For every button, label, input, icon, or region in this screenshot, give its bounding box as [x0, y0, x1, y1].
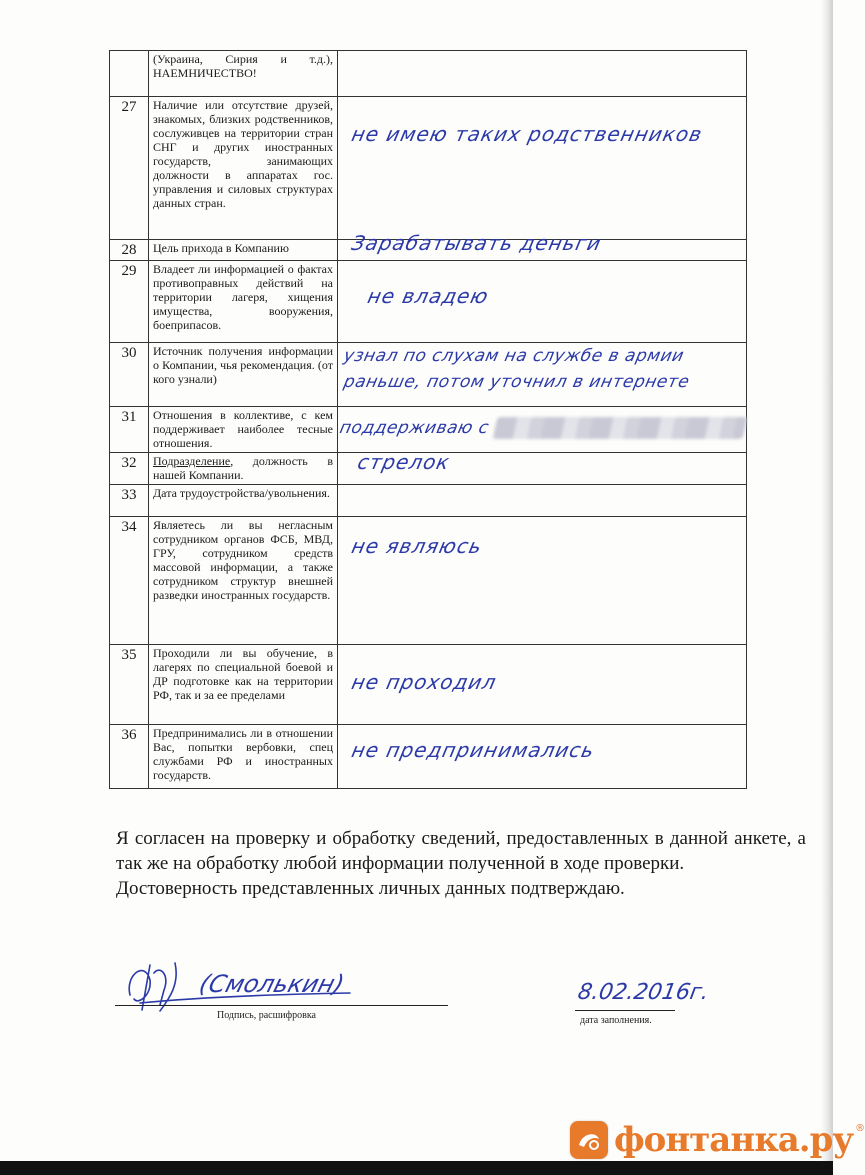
row-answer — [338, 51, 747, 97]
handwritten-answer-line-2: раньше, потом уточнил в интернете — [341, 372, 692, 392]
signature-line — [115, 1005, 448, 1006]
table-row — [110, 97, 747, 240]
handwritten-answer: не проходил — [349, 670, 499, 694]
consent-statement — [116, 826, 806, 901]
row-answer — [338, 97, 747, 240]
consent-paragraph: Я согласен на проверку и обработку сведений, предоставленных в данной анкете, а так же на обработку любой информации полученной в ходе проверки. — [116, 828, 806, 874]
handwritten-answer: не предпринимались — [349, 738, 597, 762]
row-question: Источник получения информации о Компании, чья рекомендация. (от кого узнали) — [149, 343, 338, 407]
signature-label: Подпись, расшифровка — [217, 1010, 316, 1021]
date-line — [575, 1010, 675, 1011]
row-number: 30 — [110, 343, 149, 407]
row-answer — [338, 517, 747, 645]
row-number: 29 — [110, 261, 149, 343]
row-question: Предпринимались ли в отношении Вас, попытки вербовки, спец службами РФ и иностранных государств. — [149, 725, 338, 789]
table-row — [110, 645, 747, 725]
row-question: Проходили ли вы обучение, в лагерях по специальной боевой и ДР подготовке как на территории РФ, так и за ее пределами — [149, 645, 338, 725]
row-answer — [338, 231, 747, 261]
row-answer — [338, 645, 747, 725]
row-question: Цель прихода в Компанию — [149, 240, 338, 261]
table-row — [110, 51, 747, 97]
row-number: 35 — [110, 645, 149, 725]
row-answer — [338, 450, 747, 485]
fontanka-logo-icon — [570, 1121, 608, 1159]
row-question: Дата трудоустройства/увольнения. — [149, 485, 338, 517]
row-answer — [338, 343, 747, 407]
confirmation-paragraph: Достоверность представленных личных данных подтверждаю. — [116, 878, 625, 899]
row-question: Наличие или отсутствие друзей, знакомых, близких родственников, сослуживцев на территории стран СНГ и других иностранных государств, занимающих должности в аппаратах гос. управления и силовых структурах данных стран. — [149, 97, 338, 240]
handwritten-answer: стрелок — [355, 450, 453, 474]
page-edge-shadow — [821, 0, 833, 1175]
fontanka-watermark — [570, 1117, 865, 1163]
question-rest: , должность в нашей Компании. — [153, 454, 333, 482]
row-question — [149, 453, 338, 485]
table-row — [110, 407, 747, 453]
row-question: Владеет ли информацией о фактах противоправных действий на территории лагеря, хищения имущества, вооружения, боеприпасов. — [149, 261, 338, 343]
row-answer — [338, 261, 747, 343]
handwritten-answer: не владею — [365, 284, 492, 308]
question-underlined: Подразделение — [153, 454, 231, 468]
row-answer — [338, 725, 747, 789]
row-number: 36 — [110, 725, 149, 789]
watermark-text: фонтанка.ру — [614, 1120, 854, 1160]
questionnaire-table — [109, 50, 747, 789]
table-row — [110, 240, 747, 261]
handwritten-answer: Зарабатывать деньги — [349, 231, 604, 255]
table-row — [110, 343, 747, 407]
row-answer — [338, 485, 747, 517]
date-label: дата заполнения. — [580, 1015, 652, 1026]
row-question: Отношения в коллективе, с кем поддерживает наиболее тесные отношения. — [149, 407, 338, 453]
row-answer — [338, 407, 747, 453]
handwritten-answer: не являюсь — [349, 534, 485, 558]
table-row — [110, 453, 747, 485]
row-number: 27 — [110, 97, 149, 240]
row-number — [110, 51, 149, 97]
signature-name: (Смолькин) — [196, 970, 348, 998]
row-question: (Украина, Сирия и т.д.), НАЕМНИЧЕСТВО! — [149, 51, 338, 97]
row-number: 32 — [110, 453, 149, 485]
row-number: 28 — [110, 240, 149, 261]
row-question: Являетесь ли вы негласным сотрудником органов ФСБ, МВД, ГРУ, сотрудником средств массовой информации, а также сотрудником структур внешней разведки иностранных государств. — [149, 517, 338, 645]
handwritten-answer — [338, 417, 747, 439]
scan-bottom-border — [0, 1161, 833, 1175]
registered-mark: ® — [855, 1123, 865, 1134]
table-row — [110, 261, 747, 343]
table-row — [110, 725, 747, 789]
redacted-blur — [492, 417, 747, 439]
table-row — [110, 517, 747, 645]
handwritten-answer-line-1: узнал по слухам на службе в армии — [341, 346, 686, 366]
answer-text: поддерживаю с — [337, 418, 491, 438]
row-number: 33 — [110, 485, 149, 517]
row-number: 34 — [110, 517, 149, 645]
row-number: 31 — [110, 407, 149, 453]
table-row — [110, 485, 747, 517]
date-handwritten: 8.02.2016г. — [575, 980, 711, 1005]
handwritten-answer: не имею таких родственников — [349, 122, 705, 146]
